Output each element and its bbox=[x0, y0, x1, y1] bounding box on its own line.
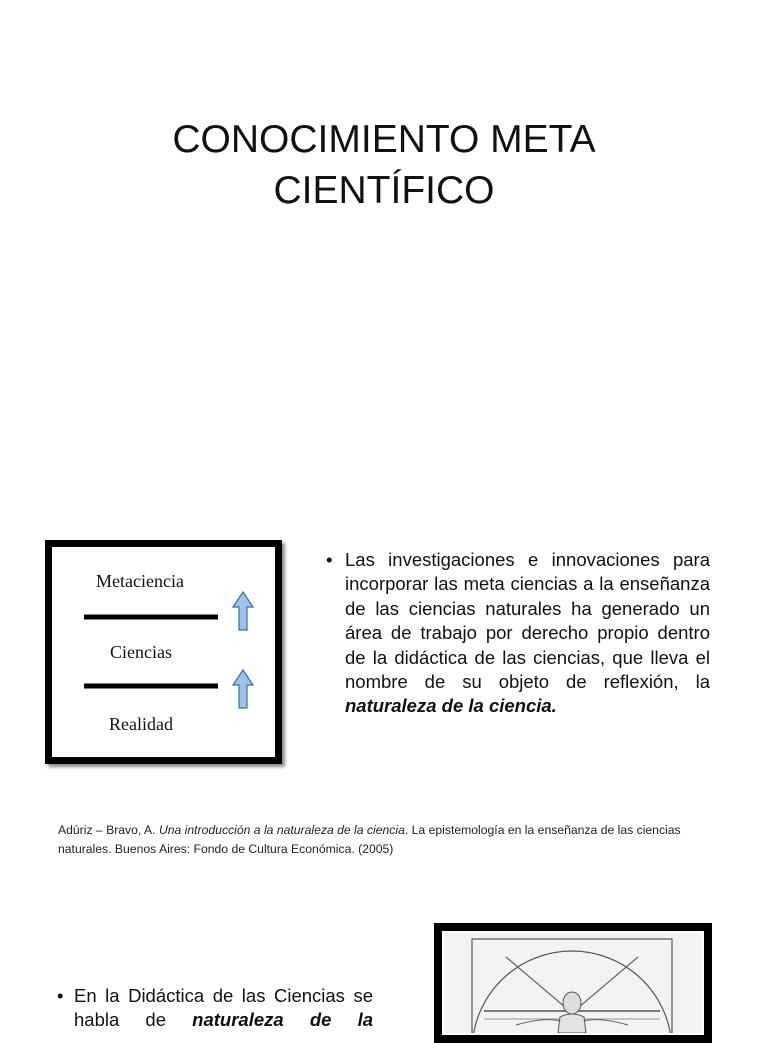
citation-author: Adúriz – Bravo, A. bbox=[58, 823, 159, 837]
label-realidad: Realidad bbox=[109, 714, 173, 734]
metascience-diagram bbox=[45, 540, 282, 764]
citation-details: . La epistemología en la enseñanza de las ciencias naturales. Buenos Aires: Fondo de Cultura Económica. (2005) bbox=[58, 823, 681, 856]
title-line-2: CIENTÍFICO bbox=[273, 169, 495, 212]
bullet-text: Las investigaciones e innovaciones para incorporar las meta ciencias a la enseñanza de las ciencias naturales ha generado un área de trabajo por derecho propio dentro de la didáctica de las ciencias, que lleva el nombre de su objeto de reflexión, la bbox=[345, 549, 710, 693]
bullet-marker: • bbox=[57, 985, 64, 1006]
vitruvian-man-image bbox=[442, 931, 704, 1035]
vitruvian-man-drawing bbox=[444, 933, 702, 1033]
label-metaciencia: Metaciencia bbox=[96, 571, 184, 591]
diagram-svg bbox=[52, 547, 275, 757]
bullet-emphasis: naturaleza de la bbox=[192, 1009, 373, 1031]
bullet-paragraph-naturaleza bbox=[326, 548, 710, 719]
label-ciencias: Ciencias bbox=[110, 642, 172, 662]
vitruvian-man-frame bbox=[434, 923, 712, 1043]
bullet-body bbox=[57, 984, 373, 1033]
up-arrow-icon bbox=[233, 670, 253, 708]
bullet-marker: • bbox=[326, 549, 333, 570]
citation bbox=[58, 821, 698, 859]
up-arrow-icon bbox=[233, 592, 253, 630]
bullet-emphasis: naturaleza de la ciencia. bbox=[345, 695, 557, 717]
title-line-1: CONOCIMIENTO META bbox=[172, 118, 596, 161]
slide-title bbox=[0, 114, 768, 216]
bullet-text: En la Didáctica de las Ciencias se habla de bbox=[74, 985, 373, 1031]
bullet-paragraph-didactica bbox=[57, 984, 373, 1033]
citation-book-title: Una introducción a la naturaleza de la ciencia bbox=[158, 823, 405, 837]
bullet-body bbox=[326, 548, 710, 719]
